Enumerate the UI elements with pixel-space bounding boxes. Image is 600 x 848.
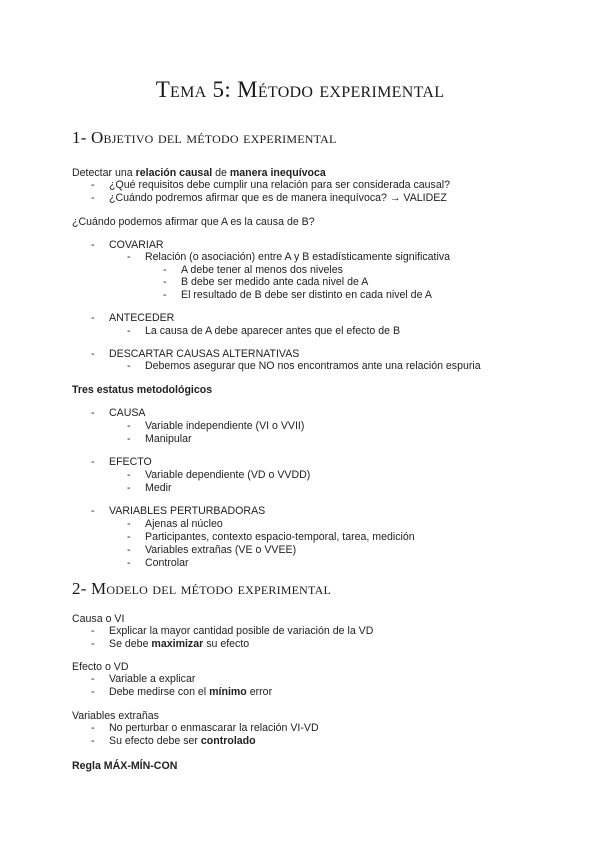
list-item: Explicar la mayor cantidad posible de variación de la VD (109, 625, 374, 637)
bullet-dash: - (91, 625, 95, 637)
bullet-dash: - (91, 735, 95, 747)
subheading: Tres estatus metodológicos (72, 384, 213, 396)
page-title: Tema 5: Método experimental (155, 77, 445, 102)
list-item: Debemos asegurar que NO nos encontramos ante una relación espuria (145, 360, 481, 372)
bullet-dash: - (127, 420, 131, 432)
list-item: Variables extrañas (VE o VVEE) (145, 544, 297, 556)
bullet-dash: - (127, 544, 131, 556)
list-item: EFECTO (109, 456, 152, 468)
bullet-dash: - (91, 673, 95, 685)
bullet-dash: - (127, 557, 131, 569)
bullet-dash: - (127, 360, 131, 372)
list-item: COVARIAR (109, 239, 164, 251)
list-item: Su efecto debe ser controlado (109, 735, 256, 747)
bullet-dash: - (91, 638, 95, 650)
group-label: Variables extrañas (72, 710, 159, 722)
list-item: La causa de A debe aparecer antes que el efecto de B (145, 325, 401, 337)
intro-line: Detectar una relación causal de manera inequívoca (72, 167, 326, 179)
list-item: ¿Qué requisitos debe cumplir una relación para ser considerada causal? (109, 179, 450, 191)
list-item: Variable independiente (VI o VVII) (145, 420, 305, 432)
bullet-dash: - (91, 686, 95, 698)
list-item: ¿Cuándo podremos afirmar que es de manera inequívoca? → VALIDEZ (109, 192, 447, 204)
list-item: El resultado de B debe ser distinto en cada nivel de A (181, 289, 432, 301)
list-item: Manipular (145, 433, 192, 445)
bullet-dash: - (163, 276, 167, 288)
bullet-dash: - (91, 407, 95, 419)
bullet-dash: - (127, 433, 131, 445)
list-item: CAUSA (109, 407, 146, 419)
list-item: Medir (145, 482, 172, 494)
list-item: Relación (o asociación) entre A y B estadísticamente significativa (145, 251, 451, 263)
group-label: Causa o VI (72, 613, 125, 625)
section-2-heading: 2- Modelo del método experimental (72, 579, 332, 598)
bullet-dash: - (127, 531, 131, 543)
section-1-heading: 1- Objetivo del método experimental (72, 128, 337, 147)
list-item: Ajenas al núcleo (145, 518, 223, 530)
list-item: Controlar (145, 557, 189, 569)
group-label: Efecto o VD (72, 661, 129, 673)
list-item: DESCARTAR CAUSAS ALTERNATIVAS (109, 348, 300, 360)
list-item: VARIABLES PERTURBADORAS (109, 505, 266, 517)
bullet-dash: - (91, 348, 95, 360)
list-item: Se debe maximizar su efecto (109, 638, 250, 650)
list-item: No perturbar o enmascarar la relación VI-VD (109, 722, 319, 734)
rule-label: Regla MÁX-MÍN-CON (72, 760, 178, 772)
bullet-dash: - (163, 264, 167, 276)
list-item: Debe medirse con el mínimo error (109, 686, 273, 698)
bullet-dash: - (91, 722, 95, 734)
list-item: ANTECEDER (109, 312, 175, 324)
bullet-dash: - (91, 456, 95, 468)
bullet-dash: - (163, 289, 167, 301)
list-item: A debe tener al menos dos niveles (181, 264, 343, 276)
bullet-dash: - (91, 179, 95, 191)
bullet-dash: - (91, 505, 95, 517)
bullet-dash: - (91, 312, 95, 324)
bullet-dash: - (127, 518, 131, 530)
bullet-dash: - (91, 239, 95, 251)
list-item: Variable dependiente (VD o VVDD) (145, 469, 311, 481)
bullet-dash: - (127, 469, 131, 481)
list-item: Variable a explicar (109, 673, 196, 685)
bullet-dash: - (91, 192, 95, 204)
bullet-dash: - (127, 325, 131, 337)
question-line: ¿Cuándo podemos afirmar que A es la causa de B? (72, 216, 315, 228)
list-item: B debe ser medido ante cada nivel de A (181, 276, 369, 288)
bullet-dash: - (127, 482, 131, 494)
list-item: Participantes, contexto espacio-temporal, tarea, medición (145, 531, 415, 543)
bullet-dash: - (127, 251, 131, 263)
